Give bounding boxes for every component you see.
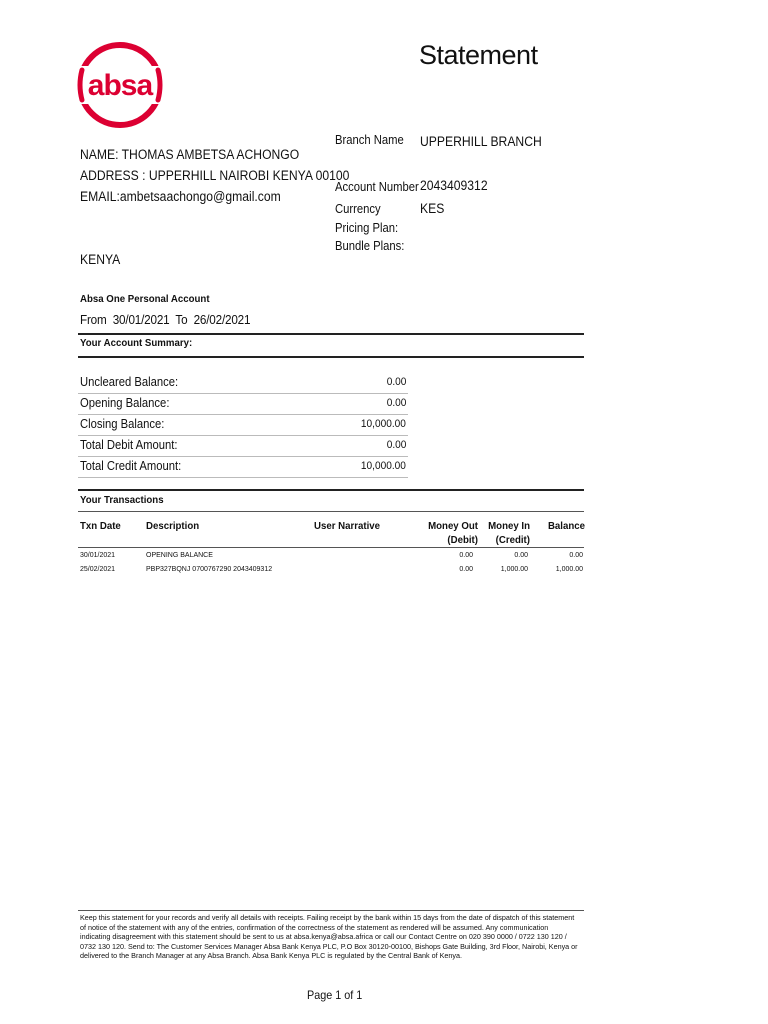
- currency-value: KES: [420, 201, 445, 216]
- statement-period: [80, 312, 250, 327]
- summary-value: 0.00: [386, 397, 406, 409]
- divider: [78, 511, 584, 512]
- divider: [78, 489, 584, 491]
- divider: [78, 333, 584, 335]
- col-money-in-line2: (Credit): [495, 534, 530, 546]
- summary-value: 10,000.00: [360, 418, 406, 430]
- txn-money-in: 0.00: [514, 552, 528, 559]
- currency-label: Currency: [335, 202, 381, 216]
- divider: [78, 356, 584, 358]
- summary-row-uncleared: [78, 372, 408, 394]
- summary-row-total-debit: [78, 435, 408, 457]
- customer-country: KENYA: [80, 252, 121, 267]
- col-money-in: [484, 519, 530, 547]
- txn-money-out: 0.00: [459, 566, 473, 573]
- pricing-plan-label: Pricing Plan:: [335, 221, 399, 235]
- summary-row-closing: [78, 414, 408, 436]
- branch-value: UPPERHILL BRANCH: [420, 134, 542, 149]
- absa-logo: [77, 38, 163, 132]
- summary-heading: Your Account Summary:: [80, 337, 193, 349]
- col-description: Description: [146, 520, 200, 532]
- summary-label: Total Debit Amount:: [80, 438, 178, 452]
- page-number: Page 1 of 1: [307, 988, 363, 1002]
- summary-label: Closing Balance:: [80, 417, 165, 431]
- txn-date: 30/01/2021: [80, 552, 116, 559]
- summary-label: Opening Balance:: [80, 396, 170, 410]
- summary-row-total-credit: [78, 456, 408, 478]
- footer-disclaimer: Keep this statement for your records and verify all details with receipts. Failing receipt by the bank within 15 days from the date of dispatch of this statement of notice of the statement with any of the entries, confirmation of the correctness of the statement as rendered will be assumed. Any communication indicating disagreement with this statement should be sent to us at absa.kenya@absa.africa or call our Contact Centre on 020 390 0000 / 0722 130 120 / 0732 130 120. Send to: The Customer Services Manager Absa Bank Kenya PLC, P.O Box 30120-00100, Bishops Gate Building, 3rd Floor, Nairobi, Kenya or delivered to the Branch Manager at any Absa Branch. Absa Bank Kenya PLC is regulated by the Central Bank of Kenya.: [80, 913, 578, 961]
- summary-label: Total Credit Amount:: [80, 459, 182, 473]
- txn-balance: 1,000.00: [555, 566, 583, 573]
- transactions-heading: Your Transactions: [80, 494, 164, 506]
- col-money-in-line1: Money In: [488, 520, 530, 532]
- txn-date: 25/02/2021: [80, 566, 116, 573]
- txn-description: PBP327BQNJ 0700767290 2043409312: [146, 566, 273, 573]
- customer-email: EMAIL:ambetsaachongo@gmail.com: [80, 189, 281, 204]
- statement-title: Statement: [419, 40, 538, 70]
- txn-balance: 0.00: [569, 552, 583, 559]
- to-date: 26/02/2021: [193, 312, 251, 327]
- branch-label: Branch Name: [335, 133, 404, 147]
- logo-wordmark: absa: [87, 69, 153, 102]
- divider: [78, 547, 584, 548]
- logo-right-bracket: [158, 70, 160, 100]
- col-user-narrative: User Narrative: [314, 520, 381, 532]
- logo-left-bracket: [80, 70, 82, 100]
- customer-name: NAME: THOMAS AMBETSA ACHONGO: [80, 147, 300, 162]
- txn-description: OPENING BALANCE: [146, 552, 213, 559]
- account-number-value: 2043409312: [420, 178, 488, 193]
- summary-label: Uncleared Balance:: [80, 375, 179, 389]
- account-type: Absa One Personal Account: [80, 293, 210, 305]
- bundle-plans-label: Bundle Plans:: [335, 239, 405, 253]
- account-number-label: Account Number: [335, 180, 419, 194]
- txn-money-in: 1,000.00: [500, 566, 528, 573]
- col-txn-date: Txn Date: [80, 520, 121, 532]
- from-date: 30/01/2021: [112, 312, 170, 327]
- col-money-out-line1: Money Out: [428, 520, 478, 532]
- from-label: From: [80, 312, 107, 327]
- to-label: To: [175, 312, 188, 327]
- col-balance: Balance: [547, 520, 585, 532]
- col-money-out-line2: (Debit): [447, 534, 478, 546]
- summary-value: 0.00: [386, 439, 406, 451]
- txn-money-out: 0.00: [459, 552, 473, 559]
- summary-row-opening: [78, 393, 408, 415]
- summary-value: 0.00: [386, 376, 406, 388]
- col-money-out: [423, 519, 478, 547]
- summary-value: 10,000.00: [360, 460, 406, 472]
- customer-address: ADDRESS : UPPERHILL NAIROBI KENYA 00100: [80, 168, 350, 183]
- footer-divider: [78, 910, 584, 911]
